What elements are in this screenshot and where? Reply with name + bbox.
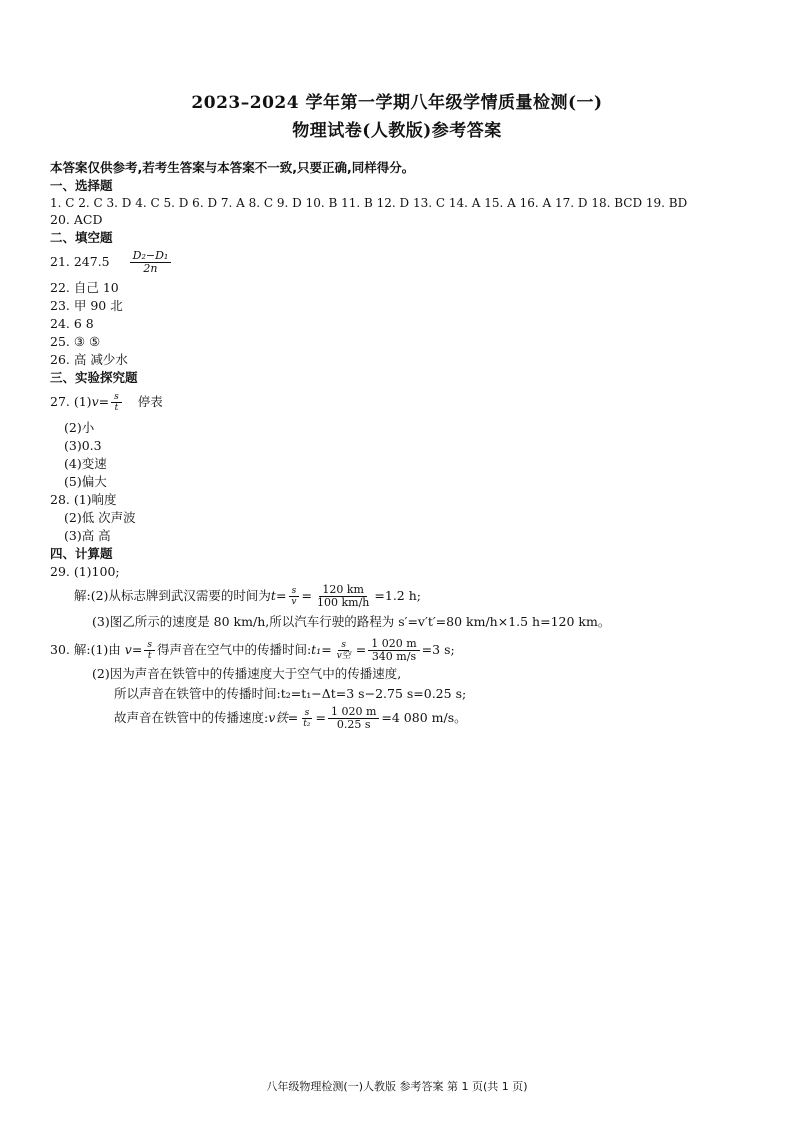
q21-answer: 21. 247.5 (50, 254, 110, 269)
q27-den: t (114, 403, 119, 413)
page-footer: 八年级物理检测(一)人教版 参考答案 第 1 页(共 1 页) (266, 1080, 528, 1093)
q21-fraction (130, 250, 172, 275)
q30-2c-frac1 (300, 708, 313, 729)
q30-2c-frac2-den: 0.25 s (336, 718, 371, 731)
q29-2-eq: = (301, 588, 312, 603)
q30-2c-result: =4 080 m/s。 (381, 710, 467, 725)
section-choice-heading: 一、选择题 (50, 178, 113, 193)
q27-v: v= (91, 394, 110, 409)
fill-q24: 24. 6 8 (50, 316, 94, 331)
q30-frac2-den: 340 m/s (371, 650, 417, 663)
q29-2-frac2-num: 120 km (319, 584, 367, 597)
choice-answers-line2: 20. ACD (50, 212, 103, 227)
fill-q22: 22. 自己 10 (50, 280, 119, 295)
q30-2c-eq: = (315, 710, 326, 725)
calc-q30-2c (114, 706, 467, 731)
page-subtitle: 物理试卷(人教版)参考答案 (292, 121, 502, 141)
q30-frac1-den: v空 (336, 651, 351, 661)
q29-2-frac1 (288, 586, 299, 607)
calc-q30-2a: (2)因为声音在铁管中的传播速度大于空气中的传播速度, (92, 666, 402, 681)
q27-prefix: 27. (1) (50, 394, 92, 409)
q30-frac0-den: t (147, 651, 152, 661)
fill-q25: 25. ③ ⑤ (50, 334, 101, 349)
exp-q27-5: (5)偏大 (64, 474, 107, 489)
q30-2c-frac2 (328, 706, 379, 731)
fill-q21 (50, 250, 173, 275)
q30-prefix: 30. 解:(1)由 (50, 642, 121, 657)
fill-q26: 26. 高 减少水 (50, 352, 128, 367)
calc-q29-1: 29. (1)100; (50, 564, 120, 579)
q30-2c-frac1-num: s (302, 708, 313, 719)
q27-fraction (111, 392, 122, 413)
q30-eq: = (355, 642, 367, 657)
section-calc-heading: 四、计算题 (50, 546, 113, 561)
q29-2-t: t= (270, 588, 287, 603)
q30-frac0-num: s (144, 640, 155, 651)
exp-q27-1 (50, 392, 163, 413)
q30-2c-v: v铁= (268, 710, 299, 725)
calc-q30-1 (50, 638, 455, 663)
q21-numerator: D₂−D₁ (130, 250, 172, 263)
exp-q28-1: 28. (1)响度 (50, 492, 117, 507)
calc-q30-2b: 所以声音在铁管中的传播时间:t₂=t₁−Δt=3 s−2.75 s=0.25 s; (114, 686, 467, 701)
q29-2-frac2-den: 100 km/h (317, 596, 370, 609)
notice-text: 本答案仅供参考,若考生答案与本答案不一致,只要正确,同样得分。 (50, 160, 415, 175)
q27-suffix: 停表 (137, 394, 163, 409)
fill-q23: 23. 甲 90 北 (50, 298, 123, 313)
q21-denominator: 2n (143, 262, 158, 275)
exp-q27-4: (4)变速 (64, 456, 107, 471)
section-experiment-heading: 三、实验探究题 (50, 370, 138, 385)
q29-2-text: 解:(2)从标志牌到武汉需要的时间为 (74, 588, 271, 603)
calc-q29-2 (74, 584, 421, 609)
q30-2c-text: 故声音在铁管中的传播速度: (114, 710, 269, 725)
q30-frac2 (368, 638, 419, 663)
q30-t1: t₁= (311, 642, 332, 657)
choice-answers-line1: 1. C 2. C 3. D 4. C 5. D 6. D 7. A 8. C 9. D 10. B 11. B 12. D 13. C 14. A 15. A 16. A 17. D 18. BCD 19. BD (50, 196, 688, 210)
exp-q28-2: (2)低 次声波 (64, 510, 136, 525)
q29-2-frac1-num: s (289, 586, 300, 597)
q29-2-result: =1.2 h; (374, 588, 421, 603)
q30-result: =3 s; (421, 642, 455, 657)
q27-num: s (111, 392, 122, 403)
q30-2c-frac2-num: 1 020 m (328, 706, 379, 719)
q30-frac1 (334, 640, 354, 661)
exp-q27-3: (3)0.3 (64, 438, 102, 453)
calc-q29-3: (3)图乙所示的速度是 80 km/h,所以汽车行驶的路程为 s′=v′t′=80 km/h×1.5 h=120 km。 (92, 614, 611, 629)
q30-frac0 (144, 640, 155, 661)
q30-v: v= (124, 642, 143, 657)
exp-q28-3: (3)高 高 (64, 528, 111, 543)
q29-2-frac2 (314, 584, 372, 609)
q30-mid: 得声音在空气中的传播时间: (156, 642, 312, 657)
q30-2c-frac1-den: t₂ (303, 719, 311, 729)
page-title: 2023–2024 学年第一学期八年级学情质量检测(一) (191, 93, 603, 113)
section-fill-heading: 二、填空题 (50, 230, 113, 245)
q30-frac2-num: 1 020 m (368, 638, 419, 651)
q30-frac1-num: s (338, 640, 349, 651)
exp-q27-2: (2)小 (64, 420, 95, 435)
q29-2-frac1-den: v (291, 597, 297, 607)
